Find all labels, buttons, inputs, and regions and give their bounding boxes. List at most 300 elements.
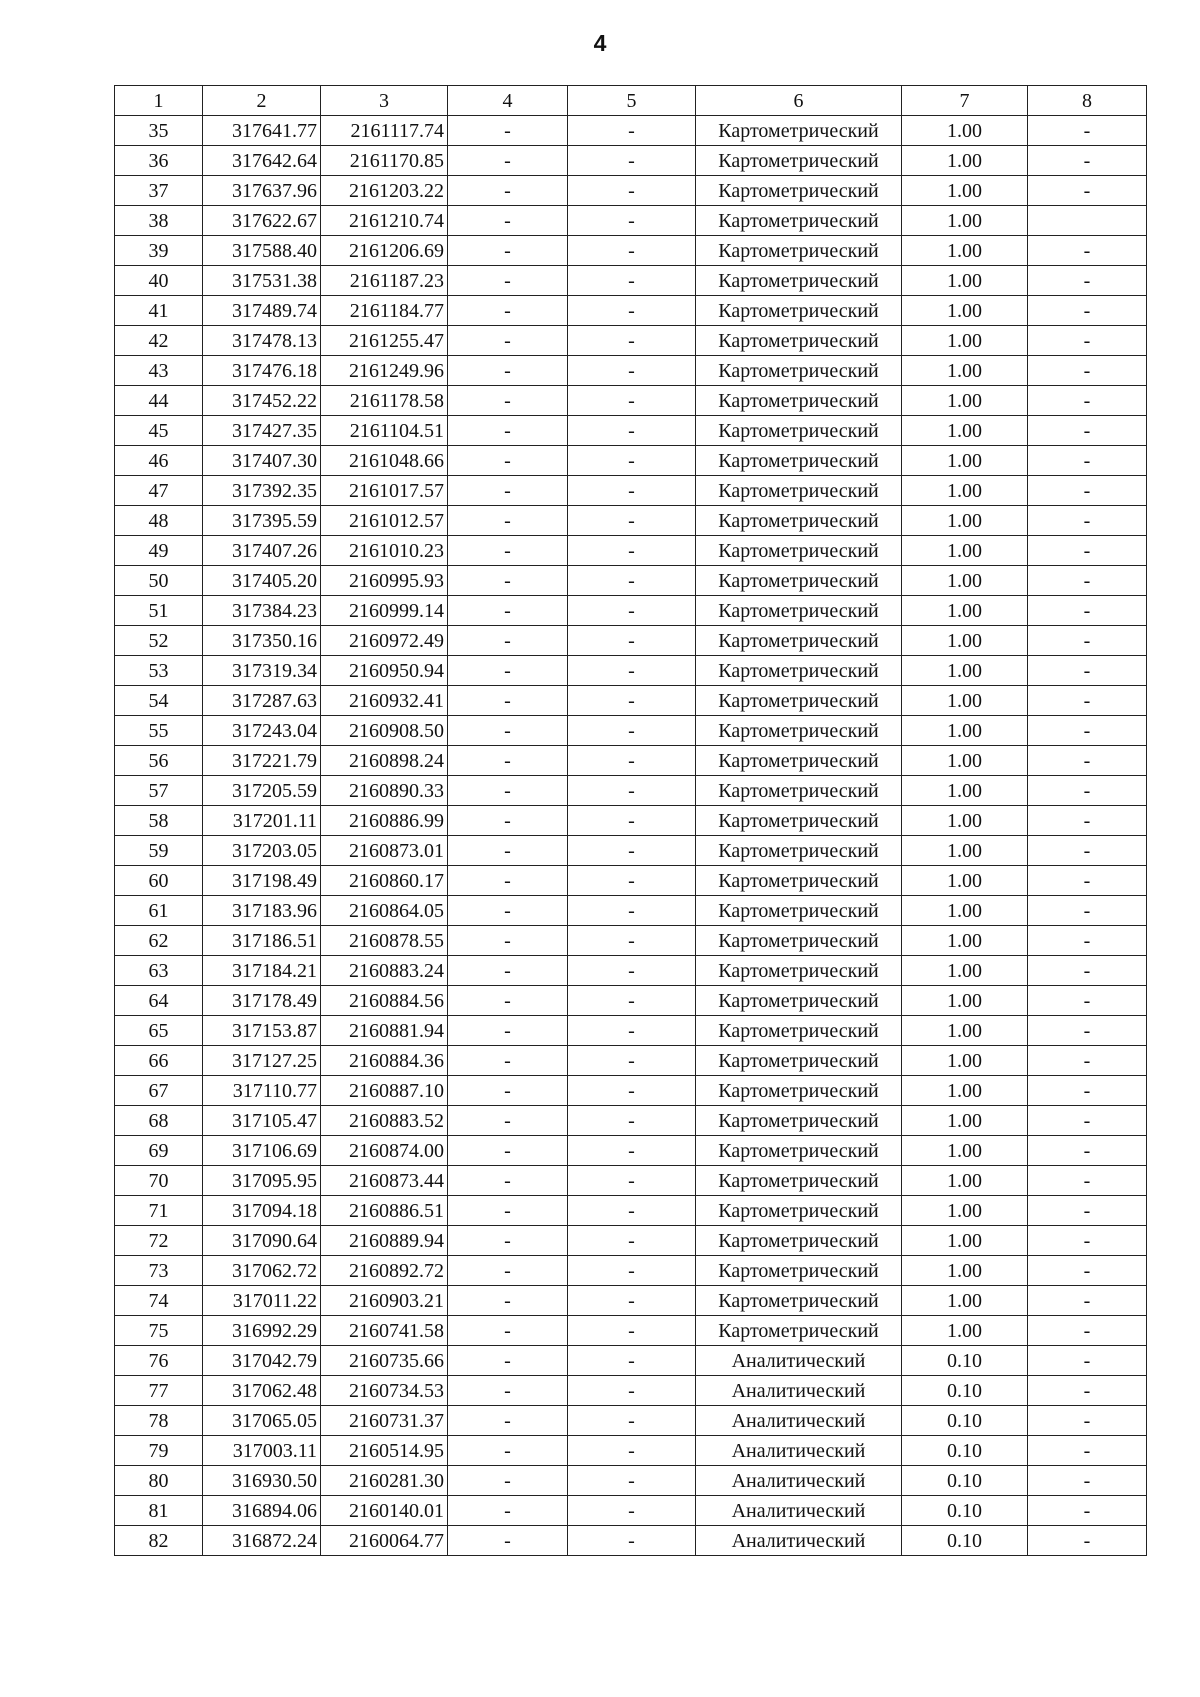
table-row [115,1496,1147,1526]
y-coordinate-cell: 2160873.01 [321,836,448,866]
table-row [115,686,1147,716]
point-number-cell: 72 [115,1226,203,1256]
column-header: 6 [696,86,902,116]
method-cell: Картометрический [696,1106,902,1136]
y-coordinate-cell: 2160731.37 [321,1406,448,1436]
point-number-cell: 50 [115,566,203,596]
table-row [115,116,1147,146]
column-8-cell: - [1028,986,1147,1016]
method-cell: Картометрический [696,566,902,596]
x-coordinate-cell: 317042.79 [203,1346,321,1376]
column-5-cell: - [568,536,696,566]
table-row [115,746,1147,776]
method-cell: Картометрический [696,446,902,476]
point-number-cell: 78 [115,1406,203,1436]
accuracy-cell: 1.00 [902,1016,1028,1046]
column-8-cell: - [1028,926,1147,956]
table-row [115,506,1147,536]
table-row [115,536,1147,566]
accuracy-cell: 1.00 [902,776,1028,806]
column-5-cell: - [568,566,696,596]
column-8-cell: - [1028,176,1147,206]
x-coordinate-cell: 317062.48 [203,1376,321,1406]
column-4-cell: - [448,1376,568,1406]
y-coordinate-cell: 2161010.23 [321,536,448,566]
y-coordinate-cell: 2160140.01 [321,1496,448,1526]
x-coordinate-cell: 317384.23 [203,596,321,626]
x-coordinate-cell: 317642.64 [203,146,321,176]
column-5-cell: - [568,746,696,776]
point-number-cell: 75 [115,1316,203,1346]
x-coordinate-cell: 317407.30 [203,446,321,476]
column-5-cell: - [568,1226,696,1256]
accuracy-cell: 1.00 [902,356,1028,386]
method-cell: Картометрический [696,776,902,806]
method-cell: Картометрический [696,266,902,296]
y-coordinate-cell: 2161210.74 [321,206,448,236]
method-cell: Картометрический [696,1046,902,1076]
column-4-cell: - [448,506,568,536]
table-row [115,1466,1147,1496]
accuracy-cell: 1.00 [902,326,1028,356]
table-row [115,656,1147,686]
table-row [115,986,1147,1016]
table-row [115,836,1147,866]
accuracy-cell: 1.00 [902,176,1028,206]
point-number-cell: 46 [115,446,203,476]
table-row [115,1436,1147,1466]
accuracy-cell: 1.00 [902,1106,1028,1136]
x-coordinate-cell: 317186.51 [203,926,321,956]
column-4-cell: - [448,1106,568,1136]
x-coordinate-cell: 317062.72 [203,1256,321,1286]
x-coordinate-cell: 317127.25 [203,1046,321,1076]
method-cell: Картометрический [696,686,902,716]
column-4-cell: - [448,1256,568,1286]
accuracy-cell: 1.00 [902,1076,1028,1106]
column-8-cell: - [1028,1076,1147,1106]
column-4-cell: - [448,1286,568,1316]
y-coordinate-cell: 2160892.72 [321,1256,448,1286]
column-4-cell: - [448,116,568,146]
column-5-cell: - [568,476,696,506]
column-8-cell: - [1028,596,1147,626]
column-5-cell: - [568,656,696,686]
y-coordinate-cell: 2160878.55 [321,926,448,956]
column-8-cell: - [1028,1226,1147,1256]
table-row [115,356,1147,386]
point-number-cell: 76 [115,1346,203,1376]
column-5-cell: - [568,1136,696,1166]
column-4-cell: - [448,596,568,626]
column-5-cell: - [568,506,696,536]
x-coordinate-cell: 316992.29 [203,1316,321,1346]
column-5-cell: - [568,1526,696,1556]
accuracy-cell: 1.00 [902,296,1028,326]
column-5-cell: - [568,176,696,206]
column-8-cell: - [1028,416,1147,446]
x-coordinate-cell: 317198.49 [203,866,321,896]
table-row [115,1286,1147,1316]
method-cell: Картометрический [696,656,902,686]
table-row [115,956,1147,986]
method-cell: Картометрический [696,236,902,266]
column-header: 5 [568,86,696,116]
method-cell: Картометрический [696,596,902,626]
column-5-cell: - [568,866,696,896]
column-5-cell: - [568,1256,696,1286]
y-coordinate-cell: 2160887.10 [321,1076,448,1106]
column-5-cell: - [568,596,696,626]
column-8-cell: - [1028,746,1147,776]
point-number-cell: 73 [115,1256,203,1286]
point-number-cell: 41 [115,296,203,326]
column-header: 1 [115,86,203,116]
accuracy-cell: 1.00 [902,146,1028,176]
column-5-cell: - [568,386,696,416]
x-coordinate-cell: 317153.87 [203,1016,321,1046]
accuracy-cell: 1.00 [902,236,1028,266]
column-4-cell: - [448,656,568,686]
x-coordinate-cell: 317588.40 [203,236,321,266]
accuracy-cell: 1.00 [902,1256,1028,1286]
accuracy-cell: 1.00 [902,206,1028,236]
column-4-cell: - [448,476,568,506]
column-4-cell: - [448,1346,568,1376]
accuracy-cell: 1.00 [902,266,1028,296]
x-coordinate-cell: 317641.77 [203,116,321,146]
column-5-cell: - [568,986,696,1016]
column-4-cell: - [448,1166,568,1196]
y-coordinate-cell: 2160995.93 [321,566,448,596]
accuracy-cell: 1.00 [902,926,1028,956]
column-4-cell: - [448,986,568,1016]
y-coordinate-cell: 2160874.00 [321,1136,448,1166]
x-coordinate-cell: 317350.16 [203,626,321,656]
column-5-cell: - [568,896,696,926]
column-4-cell: - [448,1406,568,1436]
point-number-cell: 40 [115,266,203,296]
table-row [115,1376,1147,1406]
accuracy-cell: 1.00 [902,506,1028,536]
table-row [115,1046,1147,1076]
accuracy-cell: 1.00 [902,896,1028,926]
method-cell: Аналитический [696,1406,902,1436]
point-number-cell: 55 [115,716,203,746]
method-cell: Картометрический [696,716,902,746]
y-coordinate-cell: 2160999.14 [321,596,448,626]
column-5-cell: - [568,1196,696,1226]
point-number-cell: 65 [115,1016,203,1046]
y-coordinate-cell: 2160881.94 [321,1016,448,1046]
column-8-cell: - [1028,296,1147,326]
column-8-cell: - [1028,1406,1147,1436]
method-cell: Картометрический [696,176,902,206]
y-coordinate-cell: 2161104.51 [321,416,448,446]
x-coordinate-cell: 317090.64 [203,1226,321,1256]
y-coordinate-cell: 2161184.77 [321,296,448,326]
column-8-cell: - [1028,806,1147,836]
table-row [115,446,1147,476]
column-header: 2 [203,86,321,116]
header-row [115,86,1147,116]
y-coordinate-cell: 2160884.56 [321,986,448,1016]
table-row [115,716,1147,746]
y-coordinate-cell: 2160972.49 [321,626,448,656]
column-4-cell: - [448,536,568,566]
table-row [115,626,1147,656]
table-row [115,236,1147,266]
y-coordinate-cell: 2160741.58 [321,1316,448,1346]
table-row [115,476,1147,506]
accuracy-cell: 1.00 [902,656,1028,686]
column-8-cell: - [1028,386,1147,416]
column-5-cell: - [568,146,696,176]
y-coordinate-cell: 2161117.74 [321,116,448,146]
column-8-cell: - [1028,1376,1147,1406]
y-coordinate-cell: 2160908.50 [321,716,448,746]
column-5-cell: - [568,1376,696,1406]
point-number-cell: 48 [115,506,203,536]
method-cell: Картометрический [696,1076,902,1106]
x-coordinate-cell: 317201.11 [203,806,321,836]
x-coordinate-cell: 317110.77 [203,1076,321,1106]
point-number-cell: 77 [115,1376,203,1406]
point-number-cell: 36 [115,146,203,176]
table-row [115,596,1147,626]
column-4-cell: - [448,926,568,956]
accuracy-cell: 1.00 [902,596,1028,626]
column-8-cell: - [1028,1436,1147,1466]
table-body [115,116,1147,1556]
accuracy-cell: 0.10 [902,1526,1028,1556]
point-number-cell: 53 [115,656,203,686]
column-4-cell: - [448,956,568,986]
column-5-cell: - [568,1496,696,1526]
column-5-cell: - [568,956,696,986]
method-cell: Картометрический [696,986,902,1016]
x-coordinate-cell: 317395.59 [203,506,321,536]
point-number-cell: 59 [115,836,203,866]
x-coordinate-cell: 317637.96 [203,176,321,206]
accuracy-cell: 1.00 [902,716,1028,746]
accuracy-cell: 1.00 [902,446,1028,476]
table-row [115,176,1147,206]
column-4-cell: - [448,1316,568,1346]
table-row [115,1256,1147,1286]
accuracy-cell: 1.00 [902,686,1028,716]
table-row [115,866,1147,896]
x-coordinate-cell: 316930.50 [203,1466,321,1496]
table-row [115,1016,1147,1046]
accuracy-cell: 1.00 [902,476,1028,506]
point-number-cell: 64 [115,986,203,1016]
column-4-cell: - [448,1496,568,1526]
column-5-cell: - [568,1166,696,1196]
point-number-cell: 60 [115,866,203,896]
y-coordinate-cell: 2161255.47 [321,326,448,356]
accuracy-cell: 1.00 [902,746,1028,776]
x-coordinate-cell: 317531.38 [203,266,321,296]
y-coordinate-cell: 2161012.57 [321,506,448,536]
column-4-cell: - [448,1046,568,1076]
y-coordinate-cell: 2161206.69 [321,236,448,266]
accuracy-cell: 0.10 [902,1466,1028,1496]
method-cell: Картометрический [696,806,902,836]
x-coordinate-cell: 316872.24 [203,1526,321,1556]
x-coordinate-cell: 317405.20 [203,566,321,596]
column-4-cell: - [448,206,568,236]
column-8-cell: - [1028,1016,1147,1046]
y-coordinate-cell: 2160860.17 [321,866,448,896]
column-8-cell: - [1028,476,1147,506]
method-cell: Картометрический [696,476,902,506]
x-coordinate-cell: 317221.79 [203,746,321,776]
accuracy-cell: 1.00 [902,1226,1028,1256]
column-8-cell: - [1028,1496,1147,1526]
method-cell: Картометрический [696,1136,902,1166]
x-coordinate-cell: 317178.49 [203,986,321,1016]
column-8-cell: - [1028,1466,1147,1496]
point-number-cell: 70 [115,1166,203,1196]
point-number-cell: 71 [115,1196,203,1226]
x-coordinate-cell: 317105.47 [203,1106,321,1136]
column-5-cell: - [568,716,696,746]
table-row [115,566,1147,596]
column-4-cell: - [448,686,568,716]
column-8-cell: - [1028,626,1147,656]
column-4-cell: - [448,356,568,386]
column-8-cell: - [1028,506,1147,536]
point-number-cell: 80 [115,1466,203,1496]
column-header: 4 [448,86,568,116]
column-4-cell: - [448,866,568,896]
column-4-cell: - [448,1526,568,1556]
column-5-cell: - [568,236,696,266]
column-4-cell: - [448,1226,568,1256]
method-cell: Картометрический [696,146,902,176]
accuracy-cell: 0.10 [902,1496,1028,1526]
x-coordinate-cell: 317011.22 [203,1286,321,1316]
method-cell: Картометрический [696,116,902,146]
point-number-cell: 43 [115,356,203,386]
table-row [115,416,1147,446]
table-row [115,776,1147,806]
method-cell: Аналитический [696,1436,902,1466]
accuracy-cell: 1.00 [902,416,1028,446]
method-cell: Картометрический [696,1196,902,1226]
column-8-cell: - [1028,1286,1147,1316]
column-5-cell: - [568,806,696,836]
column-4-cell: - [448,416,568,446]
column-5-cell: - [568,1046,696,1076]
accuracy-cell: 1.00 [902,1286,1028,1316]
point-number-cell: 66 [115,1046,203,1076]
point-number-cell: 37 [115,176,203,206]
column-8-cell: - [1028,1526,1147,1556]
point-number-cell: 42 [115,326,203,356]
accuracy-cell: 1.00 [902,1316,1028,1346]
table-row [115,266,1147,296]
accuracy-cell: 1.00 [902,116,1028,146]
accuracy-cell: 1.00 [902,566,1028,596]
y-coordinate-cell: 2160734.53 [321,1376,448,1406]
column-8-cell: - [1028,866,1147,896]
table-row [115,926,1147,956]
method-cell: Картометрический [696,206,902,236]
table-row [115,1406,1147,1436]
column-5-cell: - [568,446,696,476]
column-4-cell: - [448,626,568,656]
column-5-cell: - [568,836,696,866]
column-8-cell: - [1028,896,1147,926]
column-4-cell: - [448,236,568,266]
column-4-cell: - [448,1016,568,1046]
accuracy-cell: 1.00 [902,386,1028,416]
column-5-cell: - [568,1286,696,1316]
y-coordinate-cell: 2161187.23 [321,266,448,296]
method-cell: Картометрический [696,386,902,416]
column-5-cell: - [568,266,696,296]
column-4-cell: - [448,446,568,476]
table-row [115,1316,1147,1346]
method-cell: Картометрический [696,1166,902,1196]
column-5-cell: - [568,1406,696,1436]
column-header: 8 [1028,86,1147,116]
page-number: 4 [593,30,607,56]
method-cell: Картометрический [696,506,902,536]
point-number-cell: 54 [115,686,203,716]
method-cell: Картометрический [696,1286,902,1316]
column-8-cell: - [1028,116,1147,146]
method-cell: Картометрический [696,926,902,956]
point-number-cell: 35 [115,116,203,146]
column-5-cell: - [568,776,696,806]
table-row [115,1076,1147,1106]
y-coordinate-cell: 2161017.57 [321,476,448,506]
x-coordinate-cell: 317427.35 [203,416,321,446]
accuracy-cell: 1.00 [902,866,1028,896]
method-cell: Картометрический [696,1316,902,1346]
point-number-cell: 62 [115,926,203,956]
column-4-cell: - [448,386,568,416]
x-coordinate-cell: 317095.95 [203,1166,321,1196]
x-coordinate-cell: 317478.13 [203,326,321,356]
column-5-cell: - [568,686,696,716]
accuracy-cell: 1.00 [902,986,1028,1016]
y-coordinate-cell: 2160883.24 [321,956,448,986]
table-row [115,1136,1147,1166]
accuracy-cell: 1.00 [902,536,1028,566]
x-coordinate-cell: 317203.05 [203,836,321,866]
column-4-cell: - [448,1466,568,1496]
point-number-cell: 63 [115,956,203,986]
y-coordinate-cell: 2160889.94 [321,1226,448,1256]
column-8-cell: - [1028,1196,1147,1226]
column-8-cell: - [1028,356,1147,386]
method-cell: Аналитический [696,1376,902,1406]
table-row [115,1526,1147,1556]
column-5-cell: - [568,1076,696,1106]
y-coordinate-cell: 2161170.85 [321,146,448,176]
column-4-cell: - [448,806,568,836]
point-number-cell: 49 [115,536,203,566]
column-5-cell: - [568,926,696,956]
x-coordinate-cell: 317243.04 [203,716,321,746]
x-coordinate-cell: 317094.18 [203,1196,321,1226]
column-8-cell: - [1028,956,1147,986]
column-4-cell: - [448,146,568,176]
